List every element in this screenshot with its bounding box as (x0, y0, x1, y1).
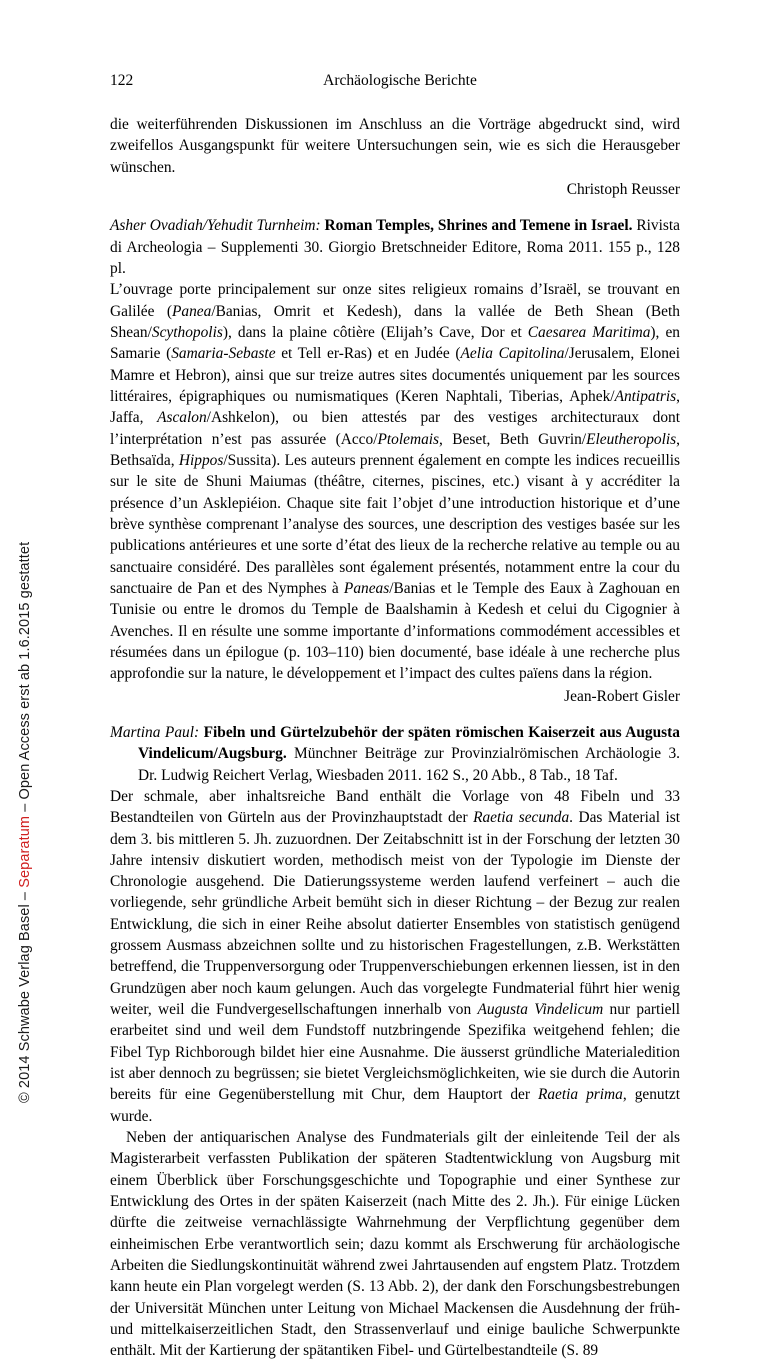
review2-body-paragraph-2: Neben der antiquarischen Analyse des Fundmaterials gilt der einleitende Teil der als Magisterarbeit verfassten Publikation der späteren Stadtentwicklung von Augsburg mit einem Überblick über Forschungsgeschichte und Topographie und einer Synthese zur Entwicklung des Ortes in der späten Kaiserzeit (nach Mitte des 2. Jh.). Für einige Lücken dürfte die zeitweise vernachlässigte Wahrnehmung der Verpflichtung gegenüber dem einheimischen Erbe verantwortlich sein; dazu kommt als Erschwerung für archäologische Arbeiten die Siedlungskontinuität während zwei Jahrtausenden auf engstem Platz. Trotzdem kann heute ein Plan vorgelegt werden (S. 13 Abb. 2), der dank den Forschungsbestrebungen der Universität München unter Leitung von Michael Mackensen die Ausdehnung der früh- und mittelkaiserzeitlichen Stadt, den Strassenverlauf und einige bauliche Schwerpunkte enthält. Mit der Kartierung der spätantiken Fibel- und Gürtelbestandteile (S. 89 (110, 1129, 680, 1360)
page-number: 122 (110, 72, 134, 89)
review-entry-2 (110, 722, 680, 1362)
review1-authors: Asher Ovadiah/Yehudit Turnheim: (110, 217, 321, 235)
running-head (110, 72, 680, 90)
review2-heading (110, 722, 680, 786)
review1-title: Roman Temples, Shrines and Temene in Israel. (320, 217, 633, 235)
copyright-prefix: © 2014 Schwabe Verlag Basel – (17, 887, 33, 1103)
review1-signature: Jean-Robert Gisler (564, 687, 680, 705)
review-entry-1 (110, 215, 680, 707)
intro-paragraph: die weiterführenden Diskussionen im Anschluss an die Vorträge abgedruckt sind, wird zweifellos Ausgangspunkt für weitere Untersuchungen sein, wie es sich die Herausgeber wünschen. (110, 116, 680, 176)
copyright-suffix: – Open Access erst ab 1.6.2015 gestattet (17, 541, 33, 816)
review1-heading (110, 215, 680, 279)
review1-body: L’ouvrage porte principalement sur onze sites religieux romains d’Israël, se trouvant en Galilée (Panea/Banias, Omrit et Kedesh), dans la vallée de Beth Shean (Beth Shean/Scythopolis), dans la plaine côtière (Elijah’s Cave, Dor et Caesarea Maritima), en Samarie (Samaria-Sebaste et Tell er-Ras) et en Judée (Aelia Capitolina/Jerusalem, Elonei Mamre et Hebron), ainsi que sur treize autres sites documentés uniquement par les sources littéraires, épigraphiques ou numismatiques (Keren Naphtali, Tiberias, Aphek/Antipatris, Jaffa, Ascalon/Ashkelon), ou bien attestés par des vestiges architecturaux dont l’interprétation n’est pas assurée (Acco/Ptolemais, Beset, Beth Guvrin/Eleutheropolis, Bethsaïda, Hippos/Sussita). Les auteurs prennent également en compte les indices recueillis sur le site de Shuni Maiumas (théâtre, citernes, piscines, etc.) visant à y accréditer la présence d’un Asklepiéion. Chaque site fait l’objet d’une introduction historique et d’une brève synthèse comprenant l’analyse des sources, une description des vestiges basée sur les publications antérieures et une sorte d’état des lieux de la recherche relative au temple ou au sanctuaire considéré. Des parallèles sont également présentés, notamment entre la cour du sanctuaire de Pan et des Nymphes à Paneas/Banias et le Temple des Eaux à Zaghouan en Tunisie ou entre le dromos du Temple de Baalshamin à Kedesh et celui du Cigognier à Avenches. Il en résulte une somme importante d’informations commodément accessibles et résumées dans un épilogue (p. 103–110) bien documenté, base idéale à une recherche plus approfondie sur la nature, le développement et l’impact des cultes païens dans la région. (110, 281, 681, 683)
review2-authors: Martina Paul: (110, 723, 200, 741)
intro-signature: Christoph Reusser (566, 180, 680, 198)
page-content (110, 72, 680, 1362)
running-head-title: Archäologische Berichte (323, 72, 477, 89)
review2-body-paragraph-1: Der schmale, aber inhaltsreiche Band enthält die Vorlage von 48 Fibeln und 33 Bestandteilen von Gürteln aus der Provinzhauptstadt der Raetia secunda. Das Material ist dem 3. bis mittleren 5. Jh. zuzuordnen. Der Zeitabschnitt ist in der Forschung der letzten 30 Jahre intensiv diskutiert worden, methodisch meist von der Typologie im Dienste der Chronologie ausgehend. Die Datierungssysteme werden laufend verfeinert – auch die vorliegende, sehr gründliche Arbeit bemüht sich in dieser Richtung – der Bezug zur realen Entwicklung, die sich in einer Reihe absolut datierter Ensembles von statistisch genügend grossem Ausmass abzeichnen sollte und zu historischen Fragestellungen, z.B. Werkstätten betreffend, die Truppenversorgung oder Truppenverschiebungen erkennen liessen, ist in den Grundzügen aber noch kaum gelungen. Auch das vorgelegte Fundmaterial führt hier wenig weiter, weil die Fundvergesellschaftungen innerhalb von Augusta Vindelicum nur partiell erarbeitet sind und weil dem Fundstoff nutzbringende Spezifika weitgehend fehlen; die Fibel Typ Richborough bildet hier eine Ausnahme. Die äusserst gründliche Materialedition ist aber dennoch zu begrüssen; sie bietet Vergleichsmöglichkeiten, wie sie durch die Autorin bereits für eine Gegenüberstellung mit Chur, dem Hauptort der Raetia prima, genutzt wurde. (110, 787, 680, 1125)
review1-reference: Rivista di Archeologia – Supplementi 30. Giorgio Bretschneider Editore, Roma 2011. 155 p., 128 pl. (110, 217, 680, 277)
review2-reference: Münchner Beiträge zur Provinzialrömischen Archäologie 3. Dr. Ludwig Reichert Verlag, Wiesbaden 2011. 162 S., 20 Abb., 8 Tab., 18 Taf. (138, 745, 680, 784)
review2-title: Fibeln und Gürtelzubehör der späten römischen Kaiserzeit aus Augusta Vindelicum/Augsburg. (138, 723, 680, 763)
sidebar-copyright-strip (16, 0, 50, 1131)
separatum-label: Separatum (17, 815, 33, 888)
copyright-notice (17, 542, 33, 1103)
